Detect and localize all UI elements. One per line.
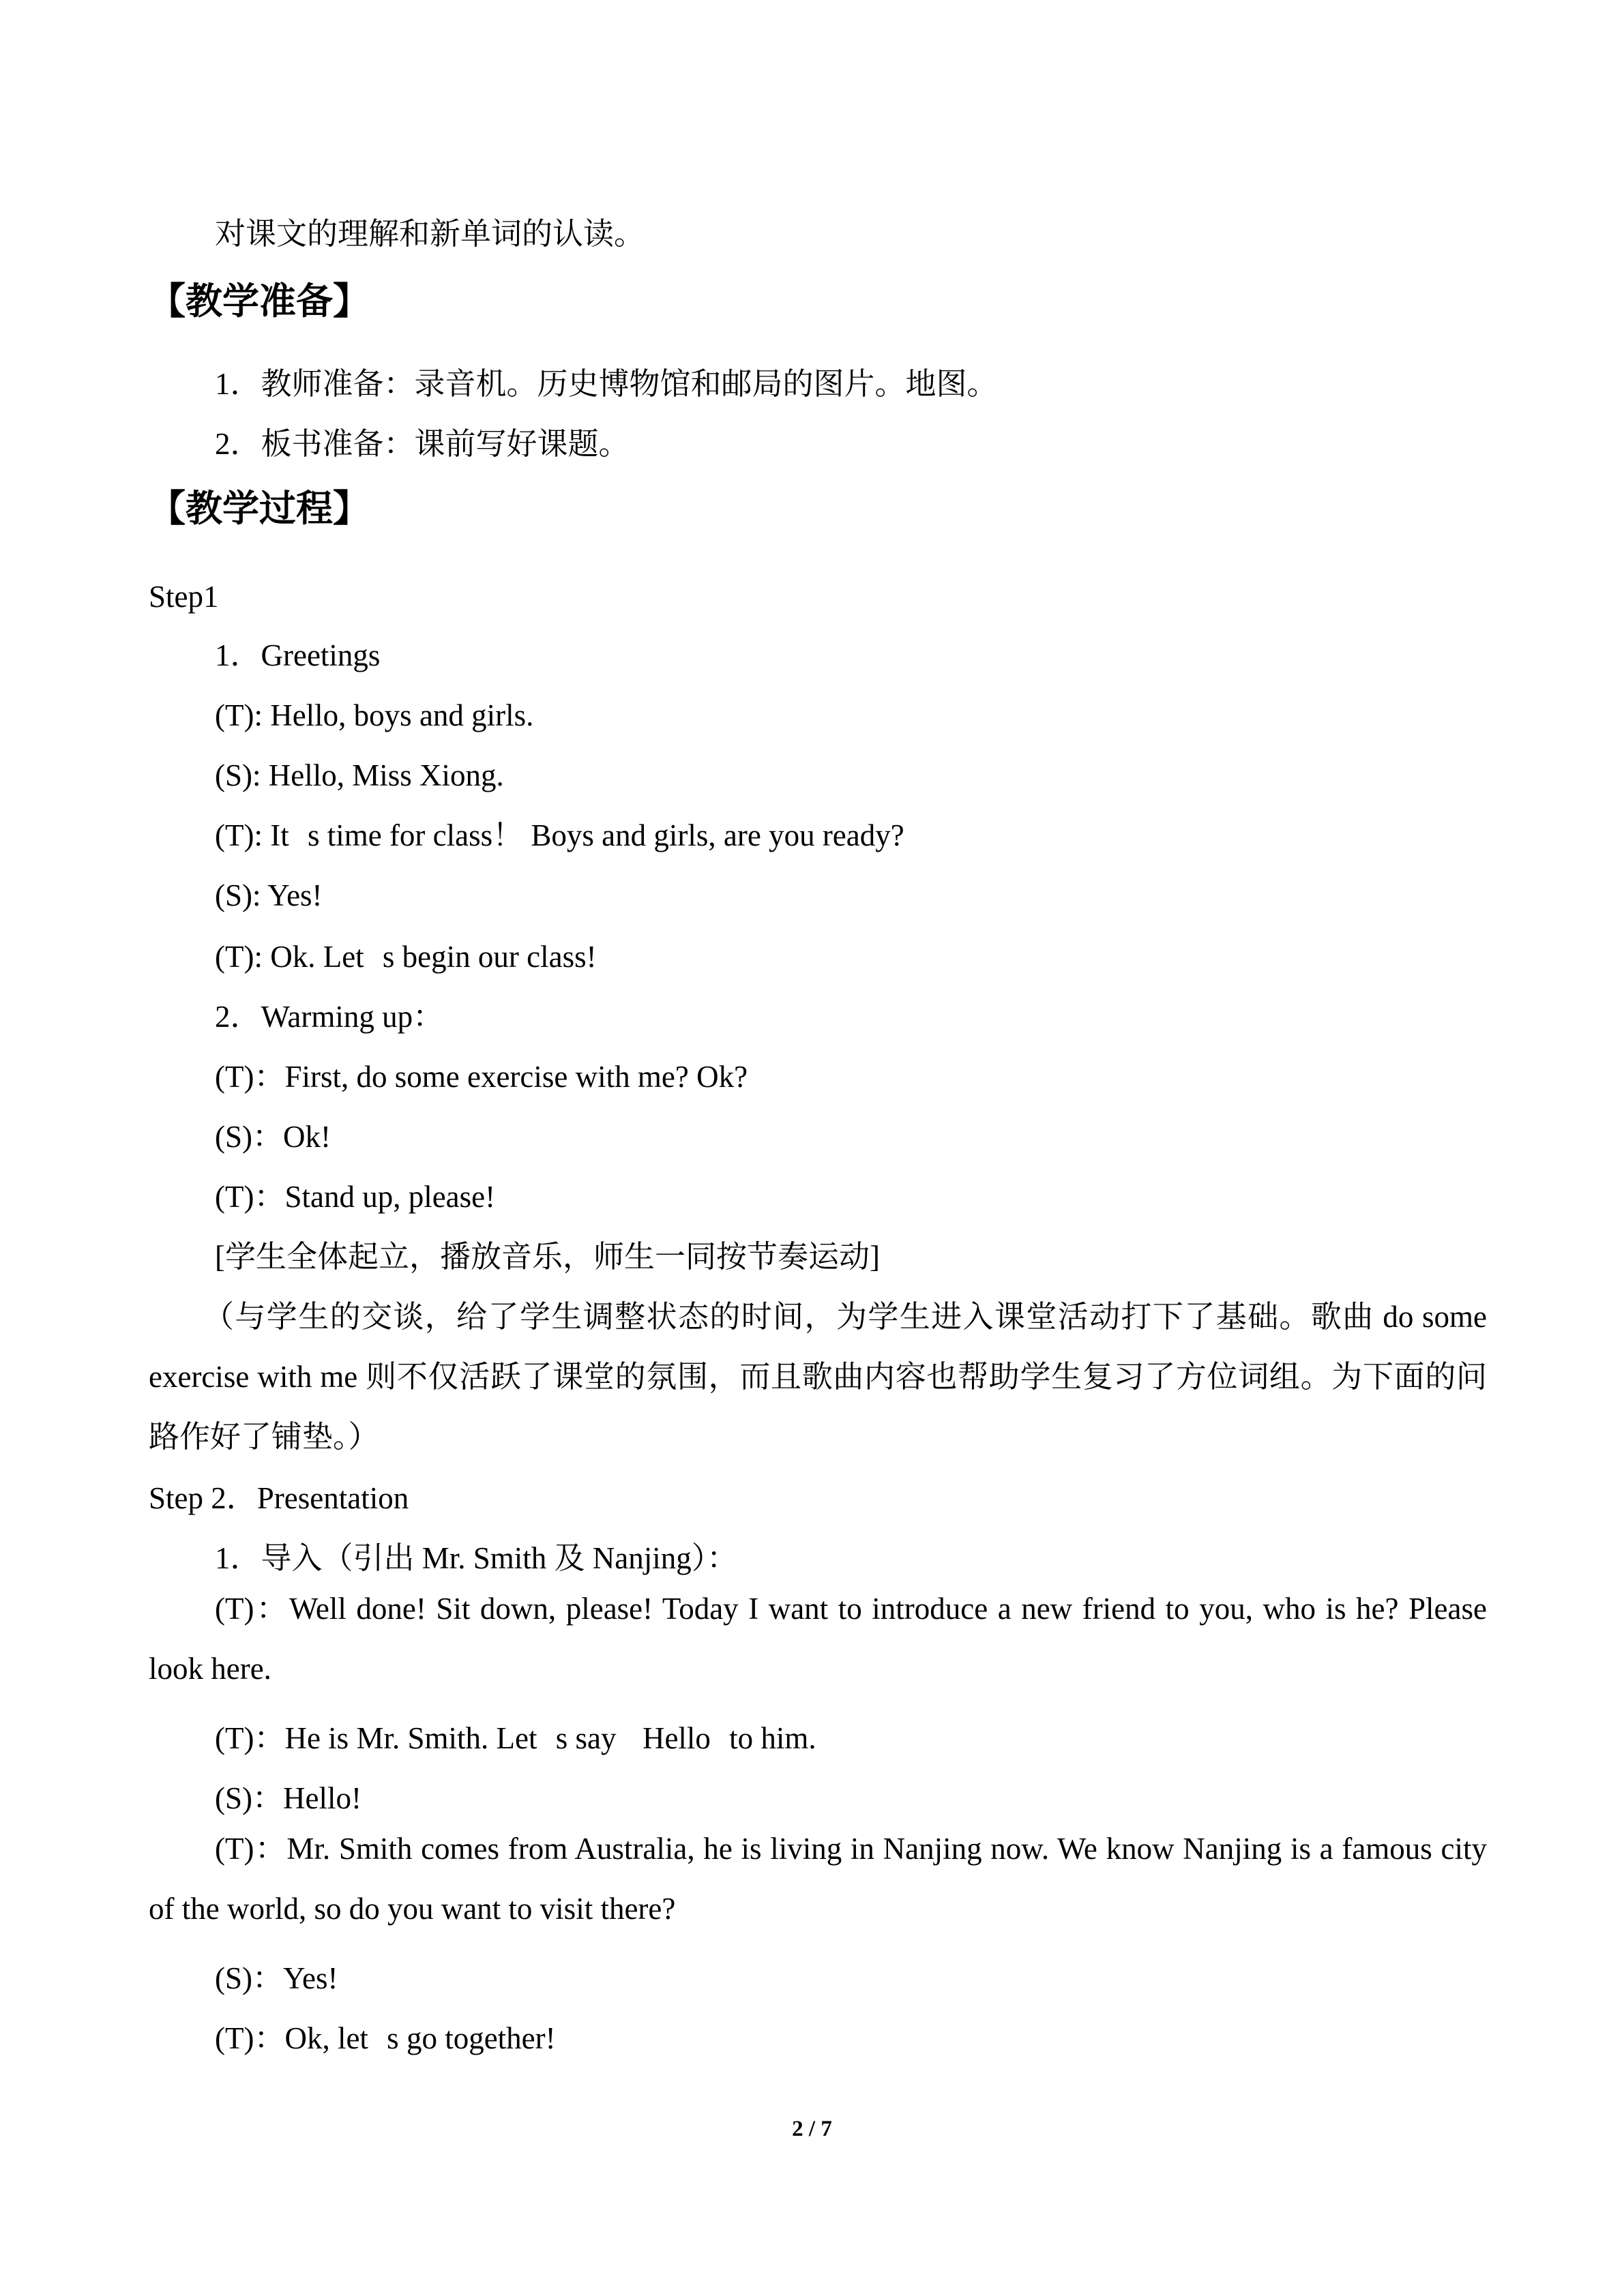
- comment-paragraph: （与学生的交谈，给了学生调整状态的时间，为学生进入课堂活动打下了基础。歌曲 do some exercise with me 则不仅活跃了课堂的氛围，而且歌曲内容也帮助学生复习了方位词组。为下面的问路作好了铺垫。）: [149, 1300, 1487, 1454]
- process-heading: 【教学过程】: [149, 488, 370, 529]
- dialogue-line: (S): Yes!: [215, 878, 323, 912]
- step2-title: Step 2．Presentation: [149, 1481, 409, 1515]
- dialogue-line: (S)：Hello!: [215, 1781, 361, 1815]
- dialogue-line: (S)：Ok!: [215, 1120, 331, 1154]
- prep-item: 2．板书准备：课前写好课题。: [215, 427, 630, 461]
- dialogue-line: (T)：First, do some exercise with me? Ok?: [215, 1060, 748, 1094]
- dialogue-line: (S)：Yes!: [215, 1961, 338, 1995]
- step1-title: Step1: [149, 580, 219, 614]
- greetings-title: 1．Greetings: [215, 638, 381, 672]
- dialogue-line: (T): Its time for class！ Boys and girls, are you ready?: [215, 818, 904, 852]
- dialogue-line: (T): Hello, boys and girls.: [215, 698, 534, 732]
- dialogue-line: (S): Hello, Miss Xiong.: [215, 758, 504, 792]
- warmup-title: 2．Warming up：: [215, 1000, 444, 1034]
- prep-heading: 【教学准备】: [149, 281, 370, 322]
- page-number: 2 / 7: [792, 2117, 832, 2141]
- dialogue-paragraph: (T)：Mr. Smith comes from Australia, he is living in Nanjing now. We know Nanjing is a famous city of the world, so do you want to visit there?: [149, 1832, 1487, 1926]
- intro-line: 对课文的理解和新单词的认读。: [215, 217, 645, 251]
- dialogue-line: (T)：Ok, lets go together!: [215, 2021, 556, 2055]
- dialogue-line: (T)：He is Mr. Smith. Lets say Helloto him.: [215, 1721, 816, 1755]
- dialogue-line: (T)：Stand up, please!: [215, 1180, 496, 1214]
- dialogue-line: (T): Ok. Lets begin our class!: [215, 940, 597, 974]
- step2-intro-title: 1．导入（引出 Mr. Smith 及 Nanjing）：: [215, 1541, 738, 1575]
- dialogue-paragraph: (T)：Well done! Sit down, please! Today I want to introduce a new friend to you, who is he? Please look here.: [149, 1592, 1487, 1686]
- prep-item: 1．教师准备：录音机。历史博物馆和邮局的图片。地图。: [215, 367, 998, 401]
- stage-direction: [学生全体起立，播放音乐，师生一同按节奏运动]: [215, 1240, 880, 1274]
